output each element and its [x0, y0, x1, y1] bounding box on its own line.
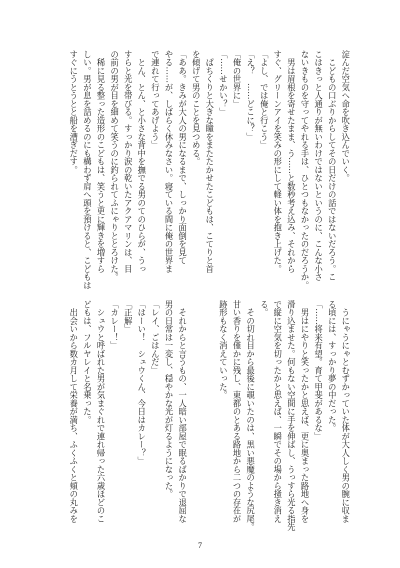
text-line: すぐ、グリーンアイを笑みの形にして軽い体を抱き上げた。	[273, 50, 284, 273]
text-line: 男は眉根を寄せたまま、う……と数秒考え込み、それから	[286, 50, 297, 273]
text-line: ぱちくりと大きな瞳をまたたかせたこどもは、こてりと首	[205, 50, 216, 273]
text-line: る頃には、すっかり夢の中だった。	[327, 300, 338, 432]
text-line: 甘い香りを僅かに残し、東都のとある路地から二つの存在が	[232, 300, 243, 523]
page-number: 7	[198, 541, 202, 550]
text-line: すらと光を帯びる。すっかり涙の乾いたアクアマリンは、目	[123, 50, 134, 273]
text-line: を傾げて男のことを見つめる。	[191, 50, 202, 166]
text-block-lower	[0, 300, 400, 532]
text-line: 「レイ、ごはんだ」	[150, 300, 161, 375]
text-line: る。	[259, 300, 270, 317]
text-line: 「はーい！ シュウくん、今日はカレー？」	[137, 300, 148, 465]
text-line: 「ああ。きみが大人の男になるまで、しっかり面倒を見て	[178, 50, 189, 265]
text-line: 「よし、では俺と行こう」	[259, 50, 270, 149]
text-line: シュウと呼ばれた男が気まぐれで連れ帰った六歳ほどのこ	[96, 300, 107, 523]
text-line: 男の日常は一変し、穏やかな光が灯るようになった。	[164, 300, 175, 498]
text-line: で連れて行ってあげよう」	[150, 50, 161, 149]
blank-line	[189, 300, 203, 532]
text-line: 「……せかい？」	[218, 50, 229, 116]
text-block-upper	[0, 50, 400, 290]
text-line: 跡形もなく消えていった。	[218, 300, 229, 399]
text-line: しい。男が息を詰めるのにも構わず肩へ頭を預けると、こどもは	[82, 50, 93, 290]
text-line: とん、とん、と小さな背中を撫でる男のてのひらが、うっ	[137, 50, 148, 273]
text-line: その切れ目から最後に覗いたのは、黒い悪魔のような尻尾。	[246, 300, 257, 531]
text-line: 「カレー！」	[110, 300, 121, 350]
text-line: 淀んだ空気へ命を吹き込んでいく。	[341, 50, 352, 182]
text-line: 「正解」	[123, 300, 134, 333]
text-line: 男はにやりと笑ったかと思えば、更に奥まった路地へ身を	[300, 300, 311, 523]
text-line: 出会いから数カ月して栄養が満ち、ふくふくと頬の丸みを	[69, 300, 80, 523]
text-line: こはきっと人通りが無いわけではないというのに、こんな小さ	[314, 50, 325, 281]
text-line: 「……将来有望。育て甲斐があるな」	[314, 300, 325, 441]
text-line: どもは、フルヤレイと名乗った。	[82, 300, 93, 424]
text-line: 「俺の世界に」	[232, 50, 243, 108]
text-line: うにゃうにゃとむずかっていた体が大人しく男の腕に収ま	[341, 300, 352, 523]
text-line: こどもの口ぶりからしてその日だけの話ではないだろう。こ	[327, 50, 338, 281]
blank-line	[203, 300, 217, 532]
text-line: 「え？ ……どこに？」	[246, 50, 257, 141]
text-line: 稀に見る整った造形のこどもは、笑うと更に輝きを増すら	[96, 50, 107, 273]
text-line: それからと言うもの、一人暗い部屋で眠るばかりで退屈な	[178, 300, 189, 523]
text-line: すぐにうとうとと船を漕ぎだす。	[69, 50, 80, 174]
text-line: で縦に空気を切ったかと思えば、一瞬でその場から掻き消え	[273, 300, 284, 523]
text-line: ないきものを守ってやれる手は、ひとつもなかったのだろうか。	[300, 50, 311, 290]
text-line: やる……が、しばらく休みなさい。寝ている間に俺の世界ま	[164, 50, 175, 273]
text-line: の前の男が目を細めて笑うのに釣られてふにゃりととろけた。	[110, 50, 121, 281]
text-line: 滑り込ませた。何もない空間に手を伸ばし、うっすら光る指先	[286, 300, 297, 531]
